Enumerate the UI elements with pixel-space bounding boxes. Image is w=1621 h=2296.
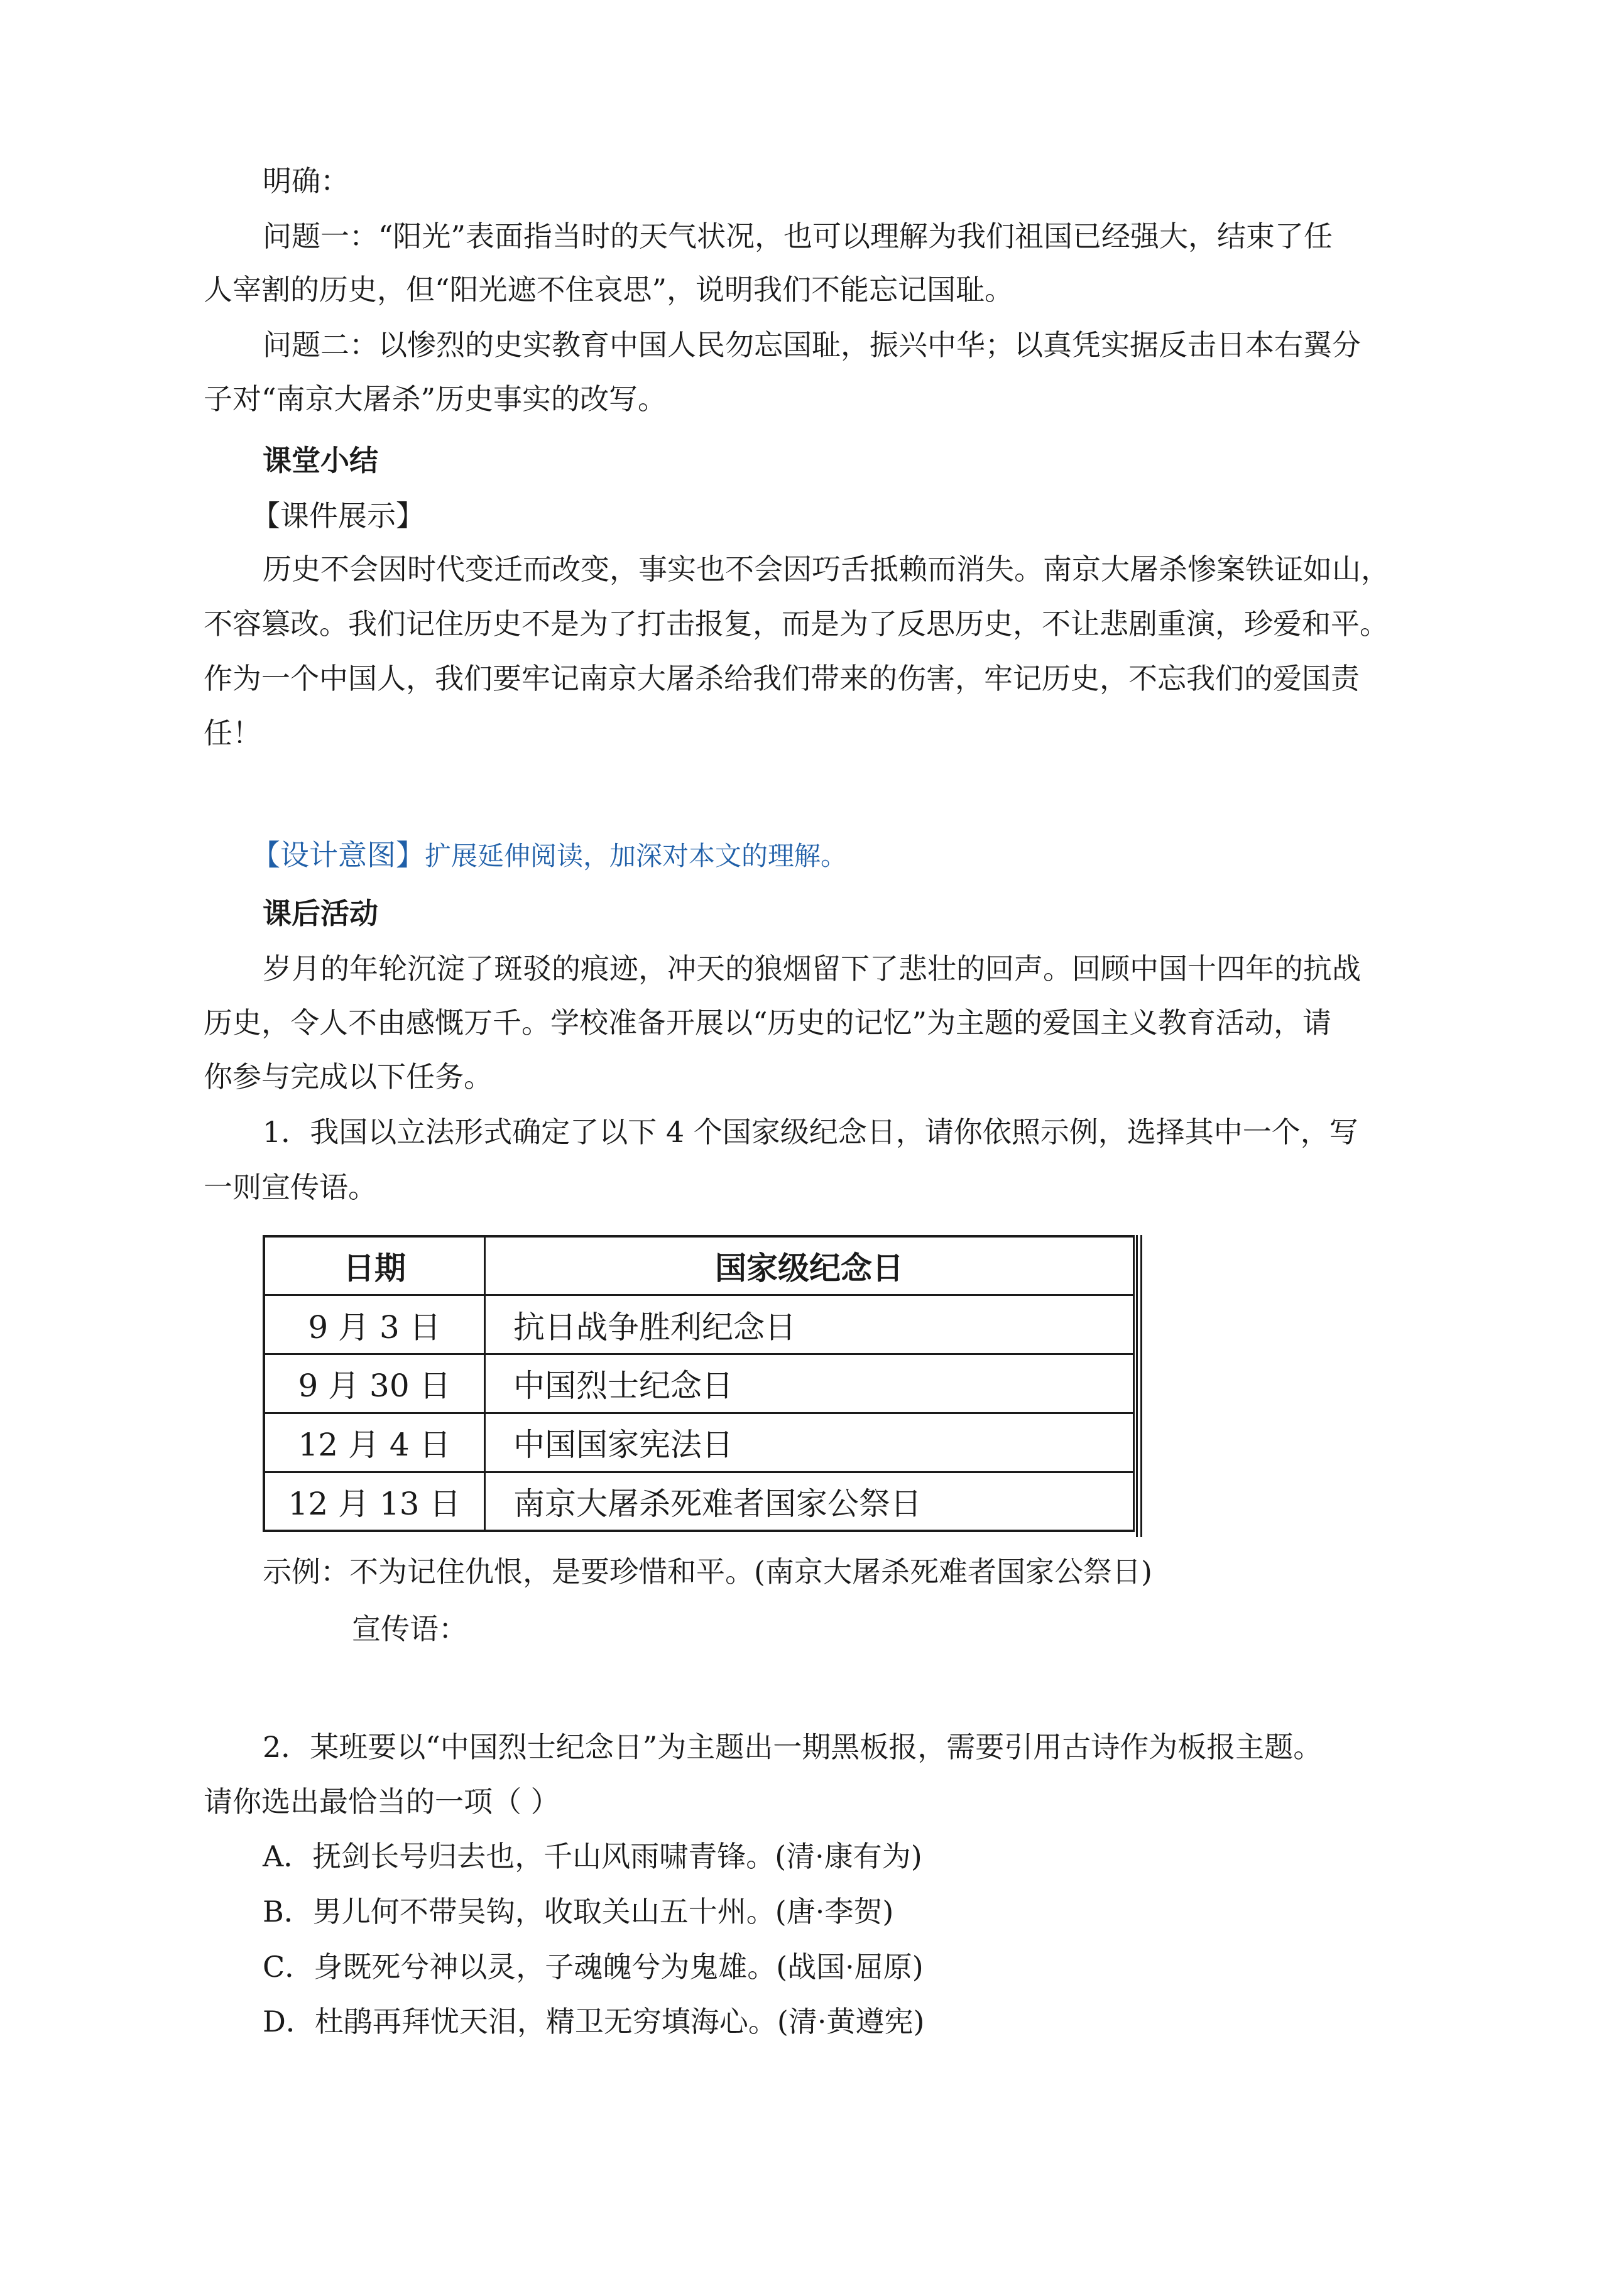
slogan-label: 宣传语：	[352, 1612, 467, 1646]
activity-intro-line: 岁月的年轮沉淀了斑驳的痕迹，冲天的狼烟留下了悲壮的回声。回顾中国十四年的抗战	[263, 952, 1361, 986]
option-a: A．抚剑长号归去也，千山风雨啸青锋。(清·康有为)	[263, 1839, 922, 1873]
table-cell-name: 中国国家宪法日	[485, 1413, 1134, 1472]
summary-line: 任！	[204, 716, 261, 750]
activity-heading: 课后活动	[263, 896, 378, 930]
design-intent-text: 扩展延伸阅读，加深对本文的理解。	[425, 841, 848, 871]
table-cell-name: 抗日战争胜利纪念日	[485, 1295, 1134, 1354]
table-cell-date: 9 月 30 日	[265, 1354, 485, 1413]
question1-line: 1．我国以立法形式确定了以下 4 个国家级纪念日，请你依照示例，选择其中一个，写	[263, 1115, 1358, 1149]
design-intent-tag: 【设计意图】	[251, 838, 425, 872]
summary-line: 作为一个中国人，我们要牢记南京大屠杀给我们带来的伤害，牢记历史，不忘我们的爱国责	[204, 661, 1360, 695]
answer-q2-line1: 问题二：以惨烈的史实教育中国人民勿忘国耻，振兴中华；以真凭实据反击日本右翼分	[263, 328, 1361, 362]
answer-q2-line2: 子对“南京大屠杀”历史事实的改写。	[204, 382, 667, 416]
answer-q1-line2: 人宰割的历史，但“阳光遮不住哀思”，说明我们不能忘记国耻。	[204, 273, 1014, 307]
table-double-border	[1136, 1235, 1142, 1537]
table-cell-date: 9 月 3 日	[265, 1295, 485, 1354]
option-b: B．男儿何不带吴钩，收取关山五十州。(唐·李贺)	[263, 1895, 894, 1929]
design-intent	[251, 836, 847, 875]
example-text: 示例：不为记住仇恨，是要珍惜和平。(南京大屠杀死难者国家公祭日)	[263, 1555, 1152, 1589]
activity-intro-line: 历史，令人不由感慨万千。学校准备开展以“历史的记忆”为主题的爱国主义教育活动，请	[204, 1006, 1332, 1040]
table-header-row	[265, 1238, 1134, 1295]
question1-line: 一则宣传语。	[204, 1170, 377, 1204]
question2-line: 2．某班要以“中国烈士纪念日”为主题出一期黑板报，需要引用古诗作为板报主题。	[263, 1730, 1323, 1764]
activity-intro-line: 你参与完成以下任务。	[204, 1060, 493, 1094]
question2-line: 请你选出最恰当的一项（ ）	[204, 1785, 560, 1819]
answer-label: 明确：	[263, 164, 349, 198]
table-cell-name: 南京大屠杀死难者国家公祭日	[485, 1472, 1134, 1530]
summary-courseware-label: 【课件展示】	[251, 499, 425, 533]
option-c: C．身既死兮神以灵，子魂魄兮为鬼雄。(战国·屈原)	[263, 1950, 924, 1984]
option-d: D．杜鹃再拜忧天泪，精卫无穷填海心。(清·黄遵宪)	[263, 2005, 925, 2038]
answer-q1-line1: 问题一：“阳光”表面指当时的天气状况，也可以理解为我们祖国已经强大，结束了任	[263, 219, 1333, 253]
memorial-days-table	[263, 1235, 1135, 1532]
summary-line: 不容篡改。我们记住历史不是为了打击报复，而是为了反思历史，不让悲剧重演，珍爱和平。	[204, 607, 1389, 641]
table-row	[265, 1413, 1134, 1472]
table-cell-date: 12 月 13 日	[265, 1472, 485, 1530]
table-header-name: 国家级纪念日	[485, 1238, 1134, 1295]
table-row	[265, 1354, 1134, 1413]
table-cell-name: 中国烈士纪念日	[485, 1354, 1134, 1413]
table-row	[265, 1472, 1134, 1530]
summary-line: 历史不会因时代变迁而改变，事实也不会因巧舌抵赖而消失。南京大屠杀惨案铁证如山，	[263, 552, 1390, 586]
table-row	[265, 1295, 1134, 1354]
table-cell-date: 12 月 4 日	[265, 1413, 485, 1472]
table-header-date: 日期	[265, 1238, 485, 1295]
summary-heading: 课堂小结	[263, 443, 378, 477]
